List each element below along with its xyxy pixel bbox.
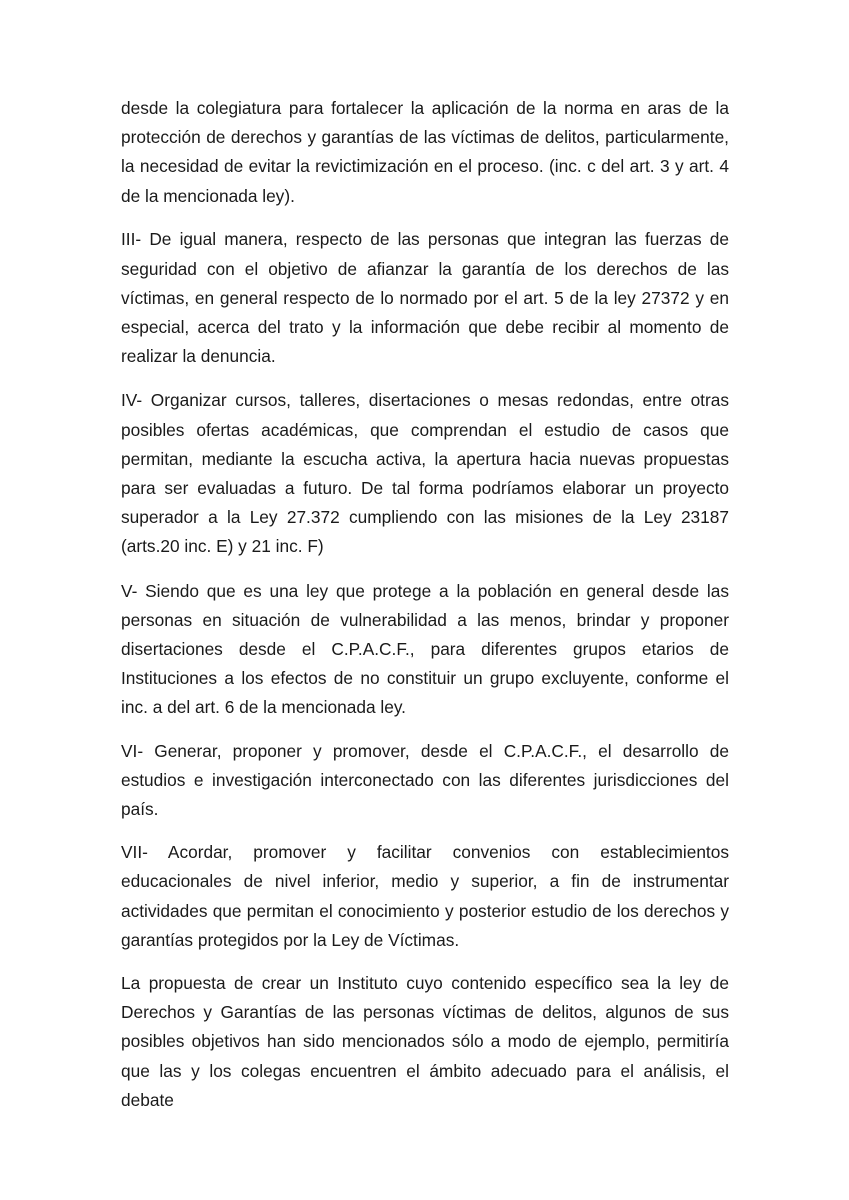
paragraph-item-vi: VI- Generar, proponer y promover, desde el C.P.A.C.F., el desarrollo de estudios e investigación interconectado con las diferentes jurisdicciones del país.: [121, 740, 729, 819]
document-body: [121, 94, 729, 1130]
paragraph-item-v: V- Siendo que es una ley que protege a la población en general desde las personas en situación de vulnerabilidad a las menos, brindar y proponer disertaciones desde el C.P.A.C.F., para diferentes grupos etarios de Instituciones a los efectos de no constituir un grupo excluyente, conforme el inc. a del art. 6 de la mencionada ley.: [121, 580, 729, 718]
paragraph-item-vii: VII- Acordar, promover y facilitar convenios con establecimientos educacionales de nivel inferior, medio y superior, a fin de instrumentar actividades que permitan el conocimiento y posterior estudio de los derechos y garantías protegidos por la Ley de Víctimas.: [121, 842, 729, 950]
paragraph-continuation: desde la colegiatura para fortalecer la aplicación de la norma en aras de la protección de derechos y garantías de las víctimas de delitos, particularmente, la necesidad de evitar la revictimización en el proceso. (inc. c del art. 3 y art. 4 de la mencionada ley).: [121, 98, 729, 206]
paragraph-item-iv: IV- Organizar cursos, talleres, disertaciones o mesas redondas, entre otras posibles ofertas académicas, que comprendan el estudio de casos que permitan, mediante la escucha activa, la apertura hacia nuevas propuestas para ser evaluadas a futuro. De tal forma podríamos elaborar un proyecto superador a la Ley 27.372 cumpliendo con las misiones de la Ley 23187 (arts.20 inc. E) y 21 inc. F): [121, 390, 729, 557]
paragraph-item-iii: III- De igual manera, respecto de las personas que integran las fuerzas de seguridad con el objetivo de afianzar la garantía de los derechos de las víctimas, en general respecto de lo normado por el art. 5 de la ley 27372 y en especial, acerca del trato y la información que debe recibir al momento de realizar la denuncia.: [121, 229, 729, 367]
paragraph-closing-proposal: La propuesta de crear un Instituto cuyo contenido específico sea la ley de Derechos y Garantías de las personas víctimas de delitos, algunos de sus posibles objetivos han sido mencionados sólo a modo de ejemplo, permitiría que las y los colegas encuentren el ámbito adecuado para el análisis, el debate: [121, 972, 729, 1110]
